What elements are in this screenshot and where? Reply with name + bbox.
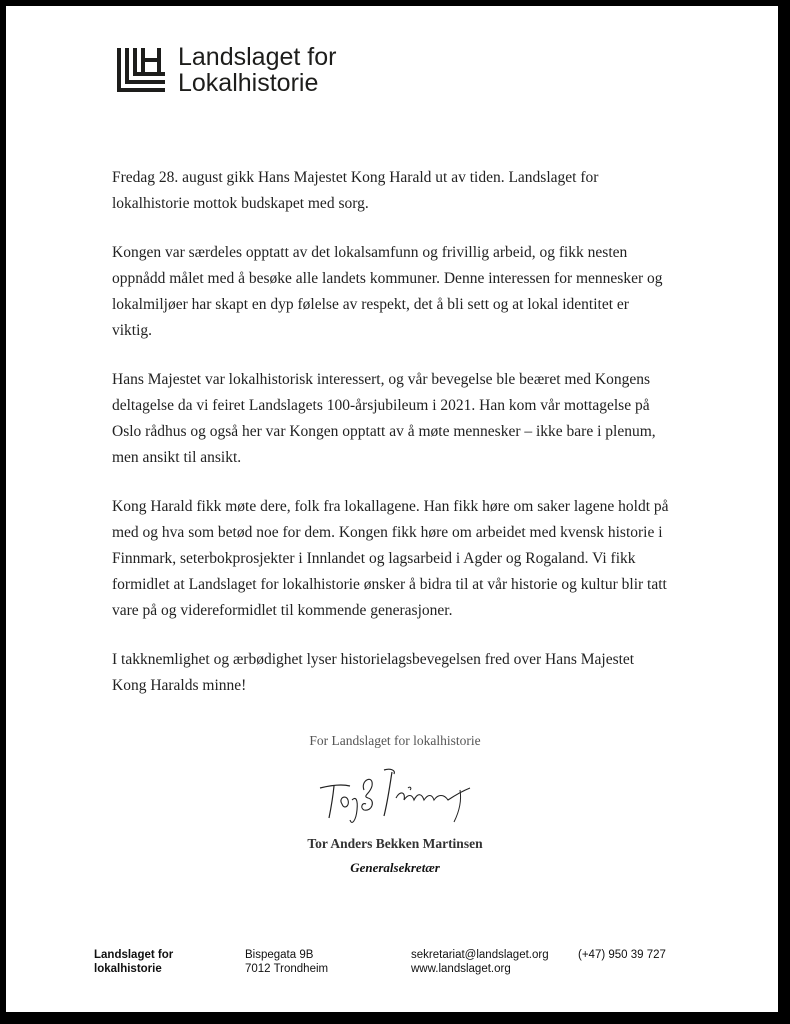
footer-address (245, 948, 328, 976)
signatory-name: Tor Anders Bekken Martinsen (307, 836, 483, 851)
logo (117, 44, 336, 96)
logo-line-1: Landslaget for (178, 43, 337, 71)
footer-contact (411, 948, 549, 976)
lh-logo-mark (117, 45, 167, 95)
logo-line-2: Lokalhistorie (178, 69, 319, 97)
letter-body (112, 165, 672, 722)
footer-org-line-2: lokalhistorie (94, 963, 162, 975)
footer-website-link[interactable]: www.landslaget.org (411, 963, 511, 975)
handwritten-signature (310, 760, 480, 830)
footer-phone: (+47) 950 39 727 (578, 949, 666, 961)
logo-wordmark (178, 44, 336, 96)
signatory-role: Generalsekretær (350, 860, 440, 875)
paragraph-4: Kong Harald fikk møte dere, folk fra lokallagene. Han fikk høre om saker lagene holdt på med og hva som betød noe for dem. Kongen fikk høre om arbeidet med kvensk historie i Finnmark, seterbokprosjekter i Innlandet og lagsarbeid i Agder og Rogaland. Vi fikk formidlet at Landslaget for lokalhistorie ønsker å bidra til at vår historie og kultur blir tatt vare på og videreformidlet til kommende generasjoner. (112, 498, 669, 619)
paragraph-2: Kongen var særdeles opptatt av det lokalsamfunn og frivillig arbeid, og fikk nesten oppnådd målet med å besøke alle landets kommuner. Denne interessen for mennesker og lokalmiljøer har skapt en dyp følelse av respekt, det å bli sett og at lokal identitet er viktig. (112, 244, 663, 339)
footer-street: Bispegata 9B (245, 949, 314, 961)
paragraph-1: Fredag 28. august gikk Hans Majestet Kong Harald ut av tiden. Landslaget for lokalhistorie mottok budskapet med sorg. (112, 169, 599, 212)
paragraph-3: Hans Majestet var lokalhistorisk interessert, og vår bevegelse ble beæret med Kongens deltagelse da vi feiret Landslagets 100-årsjubileum i 2021. Han kom vår mottagelse på Oslo rådhus og også her var Kongen opptatt av å møte mennesker – ikke bare i plenum, men ansikt til ansikt. (112, 371, 656, 466)
footer-organization (94, 948, 173, 976)
signoff-organization: For Landslaget for lokalhistorie (309, 733, 481, 748)
footer-email-link[interactable]: sekretariat@landslaget.org (411, 949, 549, 961)
footer-city: 7012 Trondheim (245, 963, 329, 975)
paragraph-5: I takknemlighet og ærbødighet lyser historielagsbevegelsen fred over Hans Majestet Kong Haralds minne! (112, 651, 635, 694)
footer-org-line-1: Landslaget for (94, 949, 174, 961)
